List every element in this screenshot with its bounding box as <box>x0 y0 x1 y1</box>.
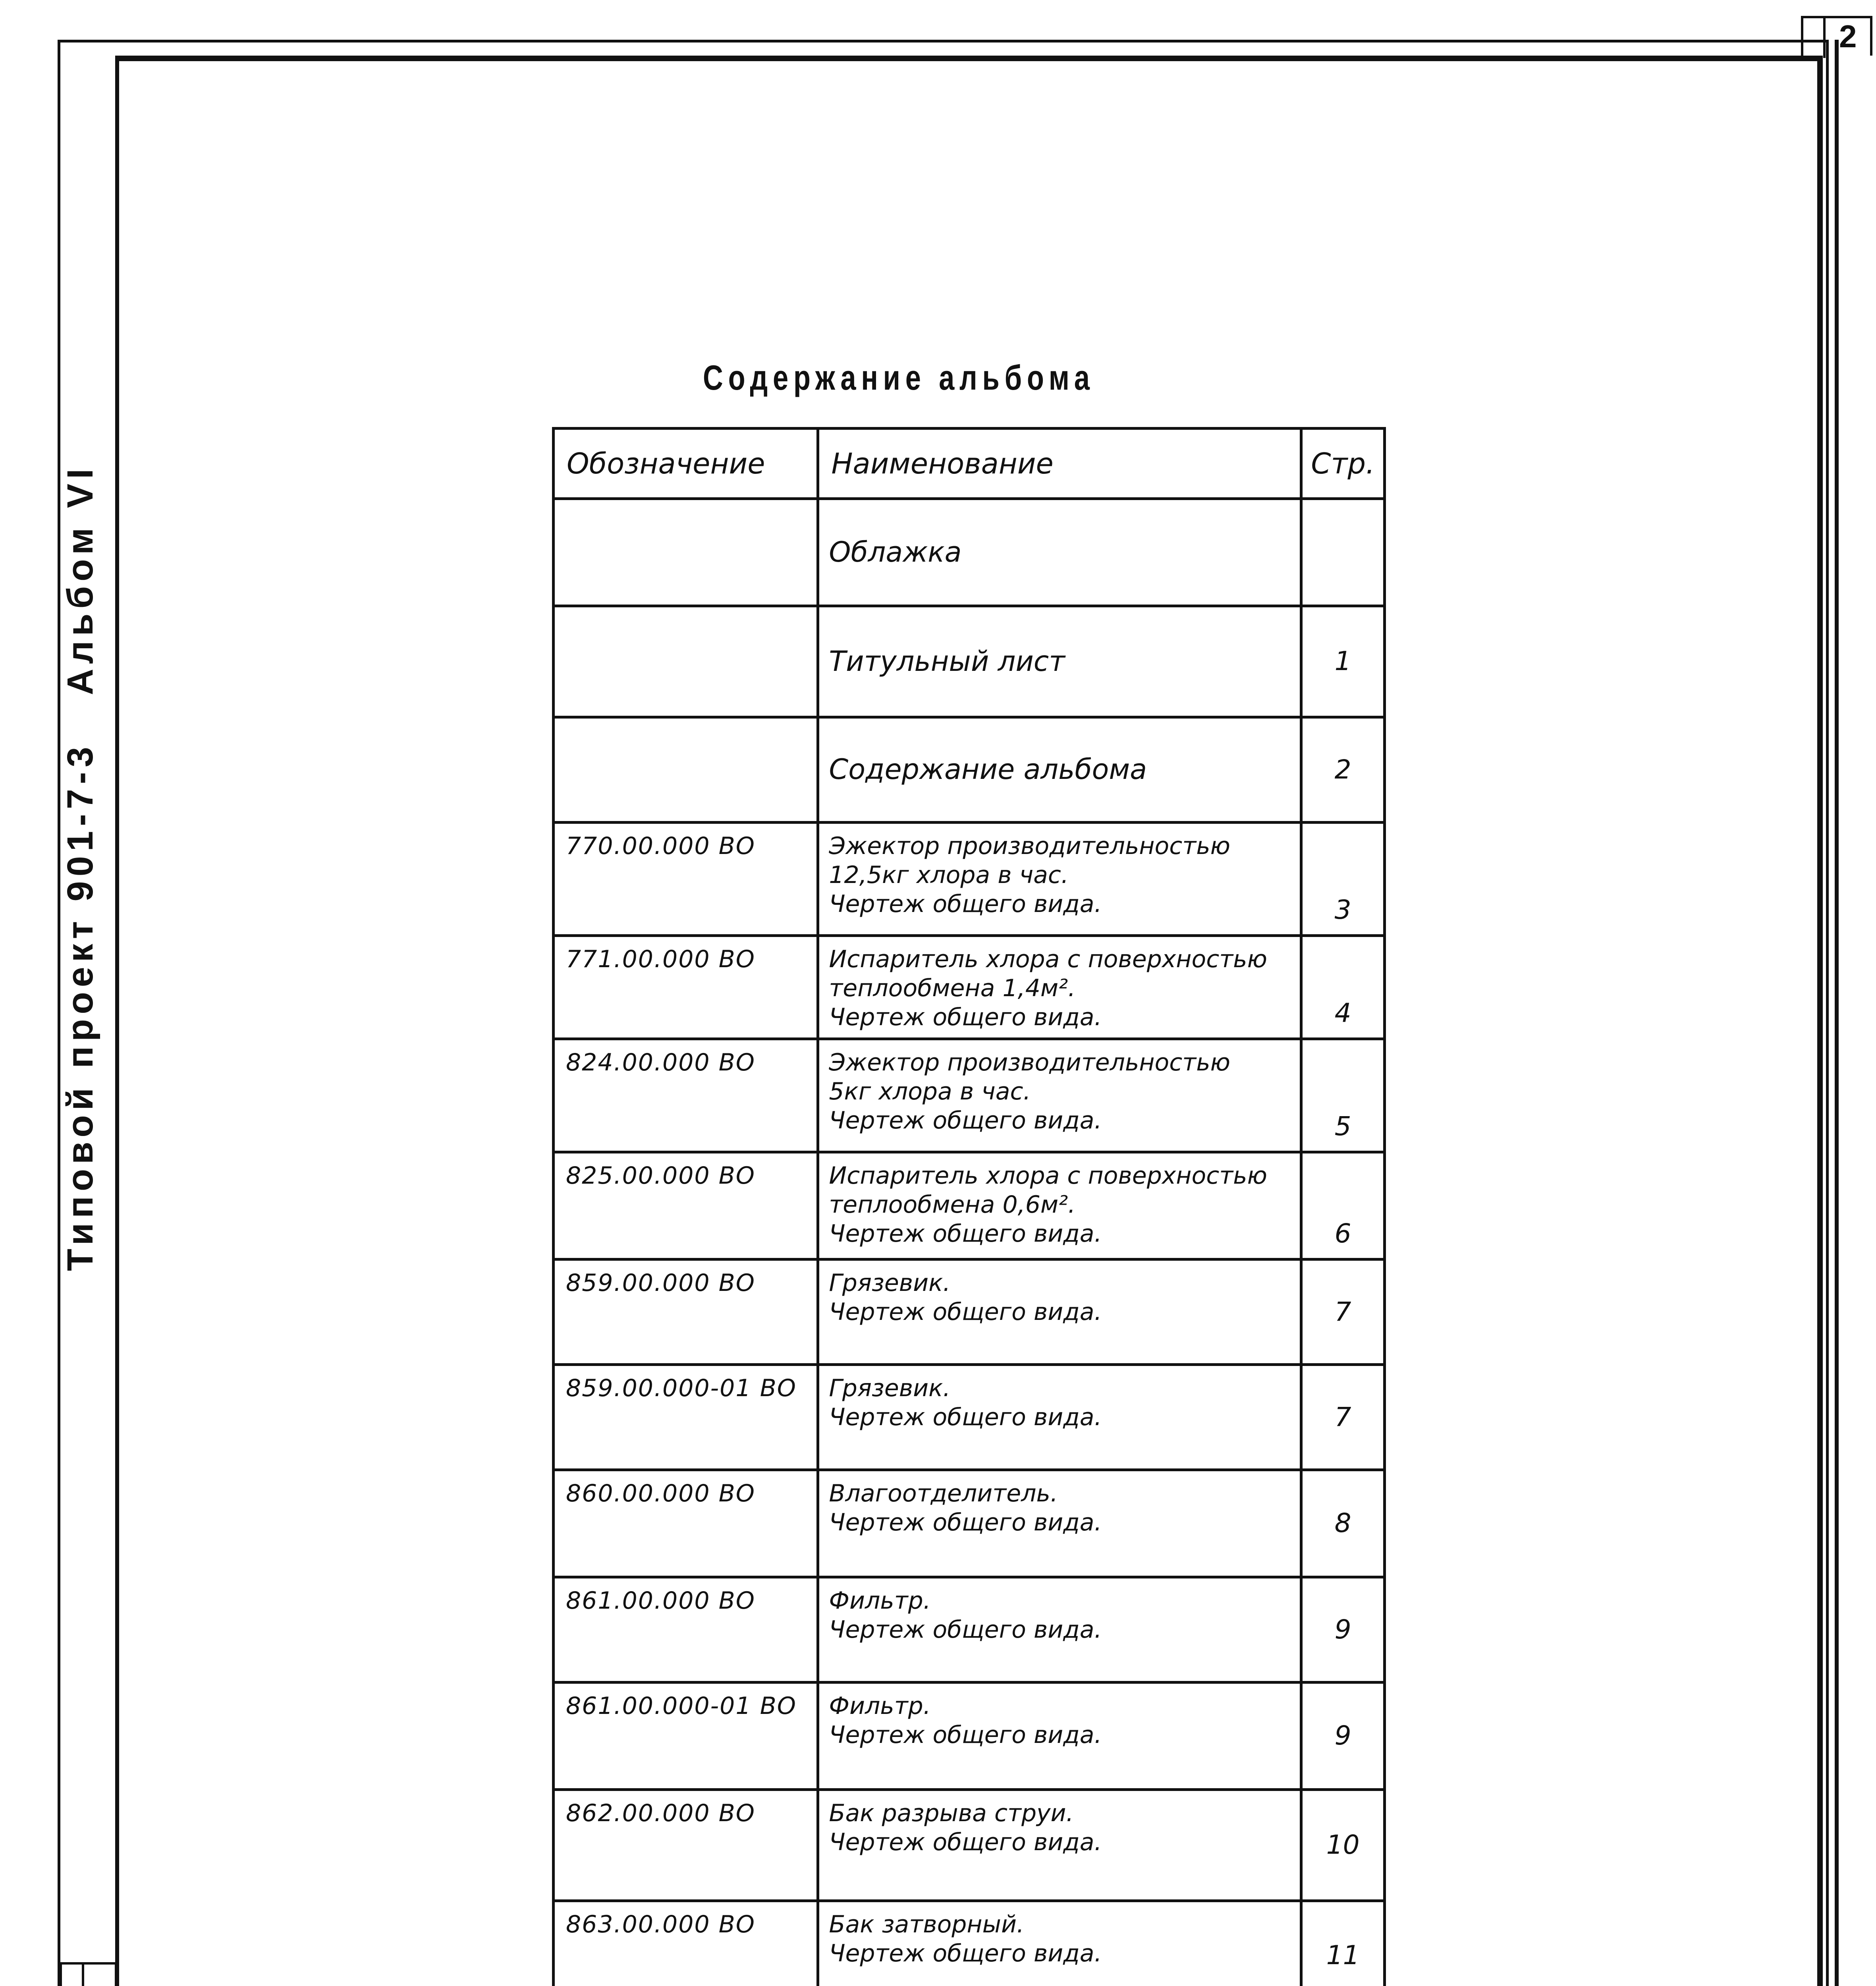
row-name-line: Чертеж общего вида. <box>829 1298 1102 1326</box>
row-name-line: 12,5кг хлора в час. <box>829 861 1069 889</box>
row-name-line: Чертеж общего вида. <box>829 1003 1102 1032</box>
row-name-line: Бак разрыва струи. <box>829 1799 1074 1827</box>
approval-stamp <box>60 1962 117 1986</box>
table-row <box>554 1470 1385 1577</box>
table-row <box>554 1577 1385 1683</box>
table-row <box>554 1365 1385 1470</box>
row-name-line: Фильтр. <box>829 1587 931 1615</box>
contents-table <box>552 427 1386 1986</box>
row-code: 862.00.000 ВО <box>554 1790 818 1901</box>
row-page: 9 <box>1301 1577 1385 1683</box>
table-header-row <box>554 429 1385 499</box>
table-row <box>554 1039 1385 1152</box>
stamp-column-line <box>82 1965 84 1986</box>
row-code: 859.00.000 ВО <box>554 1260 818 1365</box>
row-page: 6 <box>1301 1152 1385 1260</box>
row-name-line: Грязевик. <box>829 1374 951 1402</box>
row-name <box>818 1683 1301 1790</box>
row-name <box>818 606 1301 717</box>
row-name-line: Грязевик. <box>829 1269 951 1297</box>
row-code <box>554 717 818 823</box>
row-name-line: Эжектор производительностью <box>829 832 1231 860</box>
row-code: 863.00.000 ВО <box>554 1901 818 1986</box>
row-name-line: Чертеж общего вида. <box>829 1509 1102 1537</box>
row-code: 770.00.000 ВО <box>554 823 818 936</box>
table-row <box>554 1683 1385 1790</box>
row-name-line: Чертеж общего вида. <box>829 1828 1102 1857</box>
row-name <box>818 1901 1301 1986</box>
row-page: 2 <box>1301 717 1385 823</box>
row-page <box>1301 499 1385 606</box>
row-code <box>554 606 818 717</box>
row-name-line: Фильтр. <box>829 1692 931 1720</box>
table-row <box>554 606 1385 717</box>
row-page: 5 <box>1301 1039 1385 1152</box>
sheet-number-divider <box>1823 18 1826 58</box>
row-name-line: Чертеж общего вида. <box>829 1616 1102 1644</box>
sheet-number-box <box>1801 16 1872 56</box>
row-page: 4 <box>1301 936 1385 1039</box>
table-row <box>554 1152 1385 1260</box>
row-code: 859.00.000-01 ВО <box>554 1365 818 1470</box>
row-code <box>554 499 818 606</box>
row-code: 861.00.000 ВО <box>554 1577 818 1683</box>
header-designation: Обозначение <box>554 429 818 499</box>
table-row <box>554 717 1385 823</box>
row-name-line: теплообмена 1,4м². <box>829 974 1076 1003</box>
row-name <box>818 1470 1301 1577</box>
row-name-line: 5кг хлора в час. <box>829 1078 1031 1106</box>
row-name-line: Испаритель хлора с поверхностью <box>829 945 1268 973</box>
row-name-line: Бак затворный. <box>829 1911 1025 1938</box>
row-name-line: Влагоотделитель. <box>829 1480 1058 1507</box>
row-name <box>818 1577 1301 1683</box>
row-name-line: теплообмена 0,6м². <box>829 1191 1076 1219</box>
table-row <box>554 1790 1385 1901</box>
header-name: Наименование <box>818 429 1301 499</box>
frame-right-edge <box>1835 40 1839 1986</box>
table-row <box>554 1260 1385 1365</box>
row-name <box>818 936 1301 1039</box>
row-name <box>818 499 1301 606</box>
header-page: Стр. <box>1301 429 1385 499</box>
row-page: 1 <box>1301 606 1385 717</box>
row-name-line: Чертеж общего вида. <box>829 1107 1102 1135</box>
row-page: 10 <box>1301 1790 1385 1901</box>
row-name-line: Эжектор производительностью <box>829 1049 1231 1076</box>
row-page: 9 <box>1301 1683 1385 1790</box>
row-name-line: Облажка <box>829 535 962 568</box>
row-page: 7 <box>1301 1365 1385 1470</box>
sheet-number: 2 <box>1839 19 1857 54</box>
row-name <box>818 717 1301 823</box>
row-name <box>818 1790 1301 1901</box>
row-code: 771.00.000 ВО <box>554 936 818 1039</box>
row-code: 860.00.000 ВО <box>554 1470 818 1577</box>
page-title: Содержание альбома <box>703 358 1095 397</box>
table-row <box>554 823 1385 936</box>
row-name-line: Содержание альбома <box>829 753 1147 786</box>
row-page: 7 <box>1301 1260 1385 1365</box>
row-page: 8 <box>1301 1470 1385 1577</box>
table-row <box>554 936 1385 1039</box>
row-name-line: Титульный лист <box>829 645 1065 678</box>
table-row <box>554 499 1385 606</box>
row-code: 824.00.000 ВО <box>554 1039 818 1152</box>
row-name <box>818 823 1301 936</box>
row-code: 825.00.000 ВО <box>554 1152 818 1260</box>
row-code: 861.00.000-01 ВО <box>554 1683 818 1790</box>
row-name-line: Чертеж общего вида. <box>829 1940 1102 1968</box>
row-name-line: Чертеж общего вида. <box>829 1721 1102 1749</box>
table-row <box>554 1901 1385 1986</box>
row-name <box>818 1260 1301 1365</box>
row-name-line: Чертеж общего вида. <box>829 1220 1102 1248</box>
row-name-line: Испаритель хлора с поверхностью <box>829 1162 1268 1190</box>
row-name <box>818 1039 1301 1152</box>
side-project-title: Типовой проект 901-7-3 <box>60 742 100 1271</box>
row-name-line: Чертеж общего вида. <box>829 890 1102 918</box>
row-page: 3 <box>1301 823 1385 936</box>
row-name <box>818 1152 1301 1260</box>
row-page: 11 <box>1301 1901 1385 1986</box>
side-album-title: Альбом VI <box>60 464 100 695</box>
row-name <box>818 1365 1301 1470</box>
row-name-line: Чертеж общего вида. <box>829 1403 1102 1432</box>
